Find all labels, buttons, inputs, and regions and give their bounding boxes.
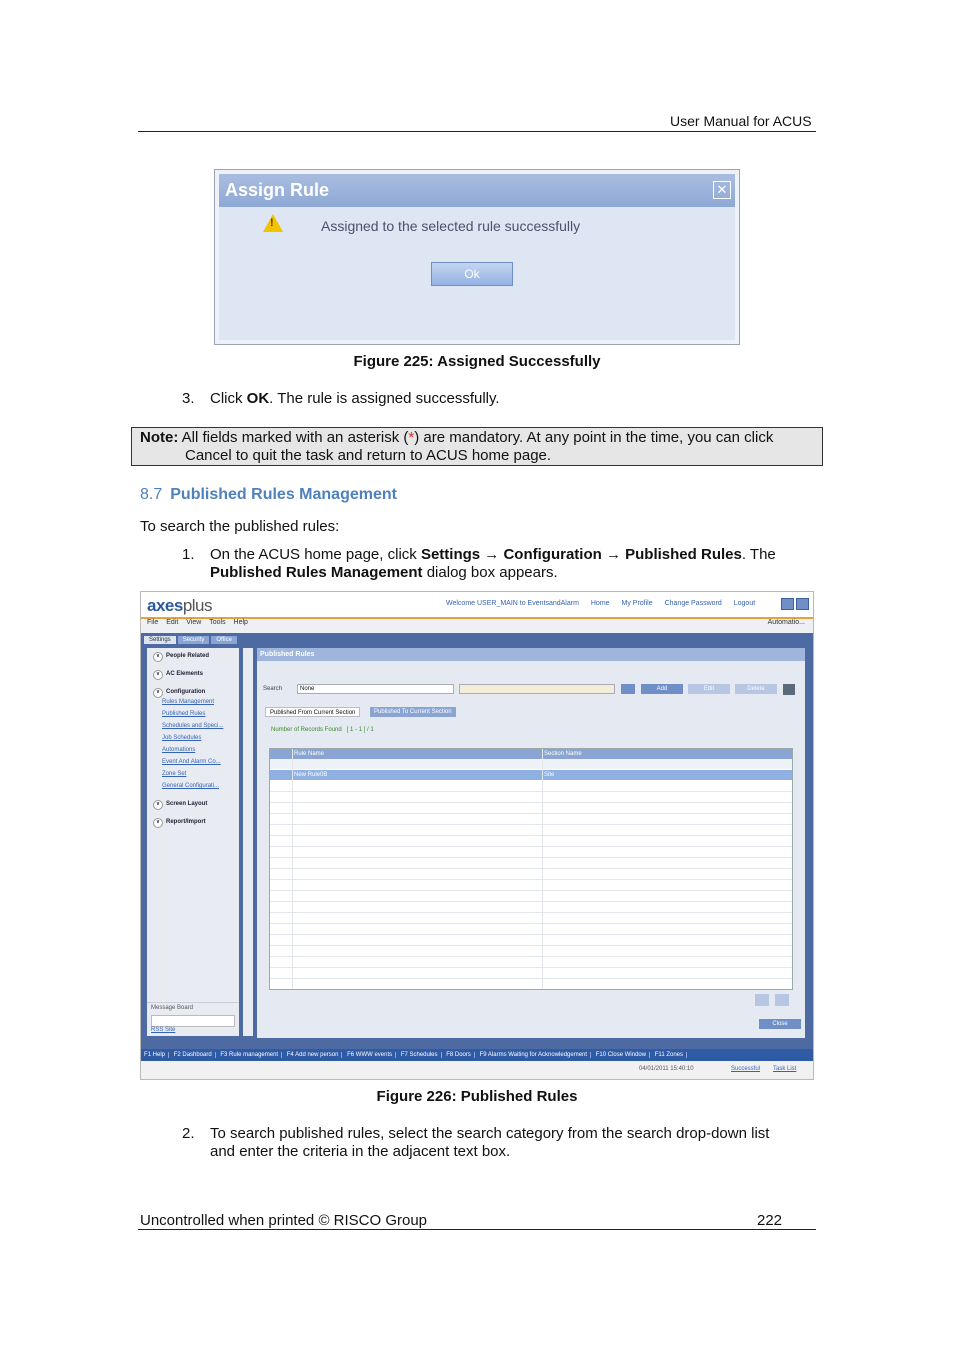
link-schedules[interactable]: Schedules and Speci... [162,723,224,729]
cell-rule-name: New Rule0B [294,772,328,778]
page-number: 222 [757,1212,783,1229]
step-1 [182,546,822,581]
close-button[interactable]: Close [759,1019,801,1029]
rss-link[interactable]: RSS Site [151,1027,176,1033]
status-successful[interactable]: Successful [731,1066,761,1072]
note-line2: Cancel to quit the task and return to ACUS home page. [185,447,552,464]
status-datetime: 04/01/2011 15:40:10 [639,1066,694,1072]
step-number: 2. [182,1125,195,1142]
menu-view[interactable]: View [186,619,202,626]
sidebar-item-people-related[interactable]: ∨ People Related [153,652,209,662]
fkey-f8[interactable]: F8 Doors [443,1052,475,1058]
figure-226-caption: Figure 226: Published Rules [376,1088,578,1105]
tab-settings[interactable]: Settings [144,636,176,644]
note-text: All fields marked with an asterisk ( [178,429,409,446]
arrow: → [601,546,626,563]
step-text: and enter the criteria in the adjacent text box. [210,1143,511,1160]
message-board-field [151,1015,235,1027]
change-password-link[interactable]: Change Password [664,600,722,607]
step-text: On the ACUS home page, click [210,546,421,563]
search-select[interactable]: None [297,684,454,694]
step-text: To search published rules, select the search category from the search drop-down list [210,1125,770,1142]
menu-bar [141,619,813,633]
top-links [446,600,765,607]
app-body [141,633,813,1049]
column-rule-name[interactable]: Rule Name [294,751,325,757]
print-icon[interactable] [783,684,795,695]
dialog-titlebar [219,174,735,207]
prev-page-icon[interactable] [755,994,769,1006]
step-bold: OK [246,390,270,407]
search-icon[interactable] [621,684,635,694]
home-link[interactable]: Home [590,600,610,607]
filter-row [270,759,792,769]
rules-grid [269,748,793,990]
sidebar-splitter[interactable] [243,648,253,1036]
sidebar-item-configuration[interactable]: ∨ Configuration [153,688,205,698]
step-2 [182,1125,822,1160]
note-box [131,427,823,466]
menu-edit[interactable]: Edit [166,619,179,626]
asterisk: * [408,429,415,446]
status-bar [141,1061,813,1079]
fkey-f3[interactable]: F3 Rule management [217,1052,282,1058]
search-criteria-input[interactable] [459,684,615,694]
function-key-bar [141,1049,813,1061]
column-section-name[interactable]: Section Name [544,751,582,757]
fkey-f1[interactable]: F1 Help [141,1052,169,1058]
task-list-link[interactable]: Task List [773,1066,797,1072]
minimize-icon[interactable] [781,598,794,610]
step-number: 3. [182,390,195,407]
fkey-f11[interactable]: F11 Zones [652,1052,687,1058]
tab-published-from[interactable]: Published From Current Section [265,707,360,717]
published-rules-panel [257,648,805,1038]
step-text: . The rule is assigned successfully. [269,390,500,407]
step-bold: Configuration [503,546,602,563]
published-rules-window [140,591,814,1080]
add-button[interactable]: Add [641,684,683,694]
fkey-f2[interactable]: F2 Dashboard [171,1052,216,1058]
warning-icon: ! [263,214,283,232]
app-header [141,592,813,619]
dialog-title: Assign Rule [225,180,330,200]
link-job-schedules[interactable]: Job Schedules [162,735,202,741]
welcome-text: Welcome USER_MAIN to EventsandAlarm [446,600,579,607]
ok-button[interactable]: Ok [431,262,513,286]
step-3 [182,390,500,407]
side-tabs [144,636,239,644]
fkey-f4[interactable]: F4 Add new person [284,1052,343,1058]
menu-tools[interactable]: Tools [209,619,226,626]
fkey-f9[interactable]: F9 Alarms Waiting for Acknowledgement [477,1052,592,1058]
logout-link[interactable]: Logout [733,600,756,607]
app-logo: axesplus [147,596,213,615]
next-page-icon[interactable] [775,994,789,1006]
close-icon[interactable] [796,598,809,610]
fkey-f10[interactable]: F10 Close Window [593,1052,650,1058]
message-board-label: Message Board [151,1005,194,1011]
step-bold: Settings [420,546,481,563]
link-rules-management[interactable]: Rules Management [162,699,215,705]
close-icon[interactable]: ✕ [713,181,731,199]
running-header: User Manual for ACUS [670,113,812,129]
tab-security[interactable]: Security [178,636,210,644]
footer-rule [138,1229,816,1230]
step-bold: Published Rules Management [210,564,423,581]
section-heading [140,486,397,504]
automation-menu[interactable]: Automatio... [767,619,805,626]
grid-header [270,749,792,759]
sidebar-item-ac-elements[interactable]: ∨ AC Elements [153,670,203,680]
note-label: Note: [140,429,179,446]
step-text: Click [210,390,247,407]
delete-button[interactable]: Delete [735,684,777,694]
edit-button[interactable]: Edit [688,684,730,694]
step-number: 1. [182,546,195,563]
tab-published-to[interactable]: Published To Current Section [370,707,456,717]
intro-text: To search the published rules: [140,518,340,535]
link-automations[interactable]: Automations [162,747,196,753]
records-found: Number of Records Found [ 1 - 1 ] / 1 [271,727,374,733]
figure-225-caption: Figure 225: Assigned Successfully [353,353,601,370]
arrow: → [480,546,504,563]
link-general-config[interactable]: General Configurati... [162,783,220,789]
link-zone-set[interactable]: Zone Set [162,771,187,777]
link-event-alarm[interactable]: Event And Alarm Co... [162,759,221,765]
search-label: Search [263,686,283,692]
header-rule [138,131,816,132]
step-bold: Published Rules [625,546,742,563]
panel-title: Published Rules [257,648,805,661]
sidebar-item-screen-layout[interactable]: ∨ Screen Layout [153,800,207,810]
sidebar [147,648,239,1036]
footer-left: Uncontrolled when printed © RISCO Group [140,1212,428,1229]
step-text: dialog box appears. [422,564,558,581]
section-number: 8.7 [140,486,163,503]
message-board [147,1002,239,1036]
cell-section-name: Site [544,772,555,778]
my-profile-link[interactable]: My Profile [621,600,653,607]
section-title: Published Rules Management [170,486,397,503]
fkey-f7[interactable]: F7 Schedules [398,1052,442,1058]
menu-help[interactable]: Help [233,619,248,626]
menu-file[interactable]: File [147,619,159,626]
dialog-message: Assigned to the selected rule successfully [321,218,581,234]
link-published-rules[interactable]: Published Rules [162,711,206,717]
table-row[interactable] [270,770,792,780]
fkey-f6[interactable]: F6 WWW events [344,1052,396,1058]
sidebar-item-report-import[interactable]: ∨ Report/Import [153,818,206,828]
assign-rule-dialog-figure [214,169,740,345]
tab-office[interactable]: Office [211,636,237,644]
step-text: . The [741,546,776,563]
note-text: ) are mandatory. At any point in the time, you can click [414,429,774,446]
